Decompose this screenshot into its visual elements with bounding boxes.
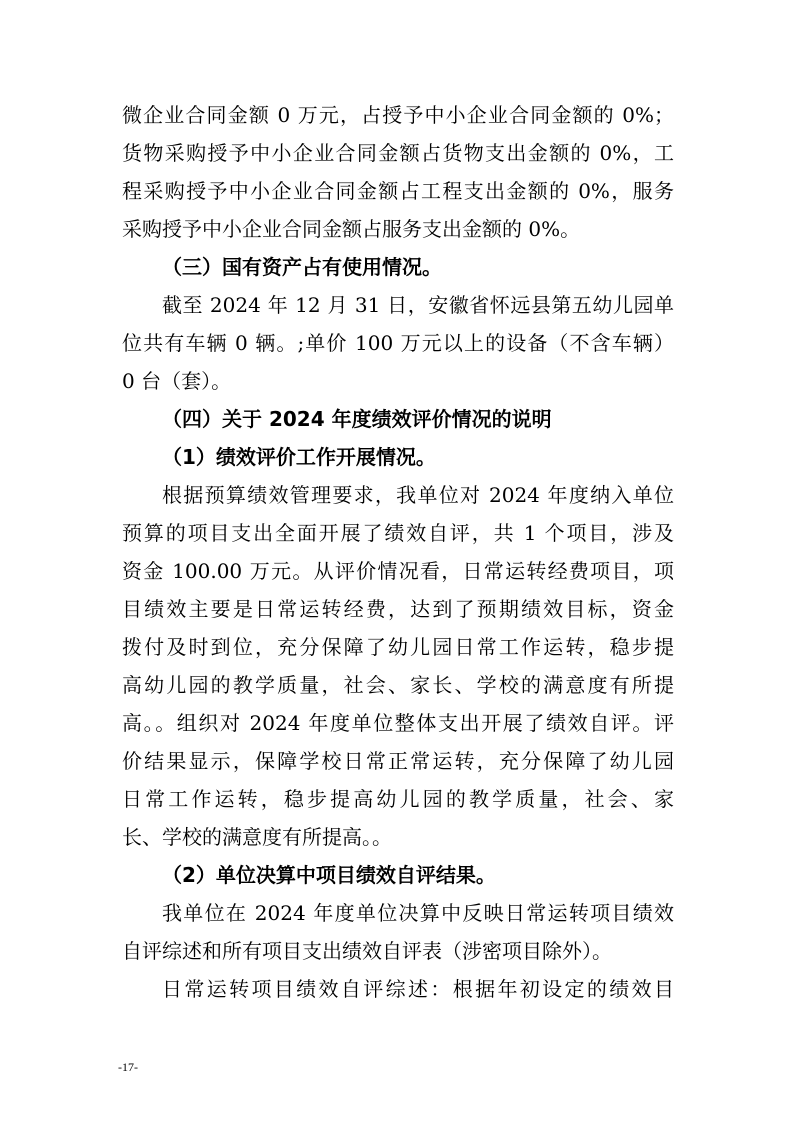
paragraph-line: 高。。组织对 2024 年度单位整体支出开展了绩效自评。评: [122, 711, 674, 735]
paragraph-line: 货物采购授予中小企业合同金额占货物支出金额的 0%，工: [122, 141, 674, 165]
paragraph-line: 采购授予中小企业合同金额占服务支出金额的 0%。: [122, 217, 581, 241]
subsection-heading: （1）绩效评价工作开展情况。: [162, 445, 436, 469]
section-heading: （四）关于 2024 年度绩效评价情况的说明: [162, 407, 552, 431]
section-heading: （三）国有资产占有使用情况。: [162, 255, 442, 279]
paragraph-line: 根据预算绩效管理要求，我单位对 2024 年度纳入单位: [162, 483, 674, 507]
paragraph-line: 高幼儿园的教学质量，社会、家长、学校的满意度有所提: [122, 673, 674, 697]
paragraph-line: 价结果显示，保障学校日常正常运转，充分保障了幼儿园: [122, 749, 674, 773]
page-number: -17-: [118, 1060, 138, 1074]
paragraph-line: 截至 2024 年 12 月 31 日，安徽省怀远县第五幼儿园单: [162, 293, 674, 317]
paragraph-line: 长、学校的满意度有所提高。。: [122, 825, 392, 849]
paragraph-line: 自评综述和所有项目支出绩效自评表（涉密项目除外）。: [122, 939, 612, 963]
paragraph-line: 我单位在 2024 年度单位决算中反映日常运转项目绩效: [162, 901, 674, 925]
paragraph-line: 资金 100.00 万元。从评价情况看，日常运转经费项目，项: [122, 559, 674, 583]
paragraph-line: 微企业合同金额 0 万元，占授予中小企业合同金额的 0%；: [122, 103, 674, 127]
body-text: [122, 96, 674, 1008]
paragraph-line: 目绩效主要是日常运转经费，达到了预期绩效目标，资金: [122, 597, 674, 621]
paragraph-line: 0 台（套）。: [122, 369, 232, 393]
paragraph-line: 拨付及时到位，充分保障了幼儿园日常工作运转，稳步提: [122, 635, 674, 659]
paragraph-line: 日常运转项目绩效自评综述：根据年初设定的绩效目: [162, 977, 674, 1001]
subsection-heading: （2）单位决算中项目绩效自评结果。: [162, 863, 496, 887]
paragraph-line: 预算的项目支出全面开展了绩效自评，共 1 个项目，涉及: [122, 521, 674, 545]
paragraph-line: 日常工作运转，稳步提高幼儿园的教学质量，社会、家: [122, 787, 674, 811]
paragraph-line: 位共有车辆 0 辆。;单价 100 万元以上的设备（不含车辆）: [122, 331, 674, 355]
paragraph-line: 程采购授予中小企业合同金额占工程支出金额的 0%，服务: [122, 179, 674, 203]
